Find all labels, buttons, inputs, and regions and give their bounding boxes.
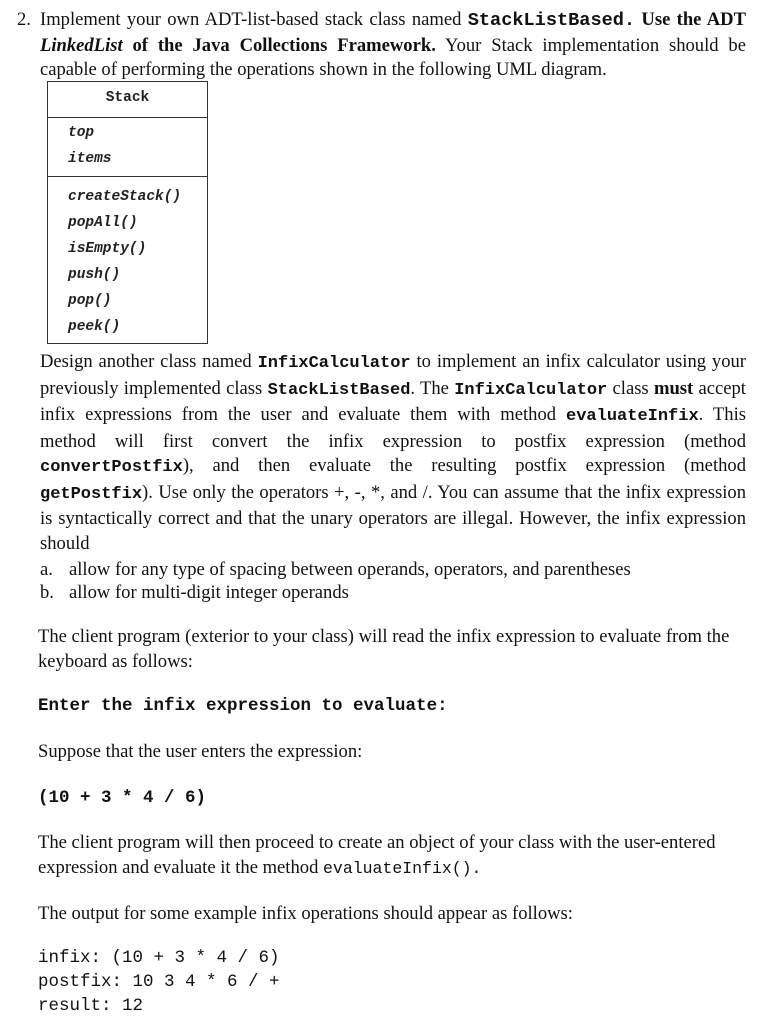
prompt-code: Enter the infix expression to evaluate: xyxy=(38,696,448,716)
uml-operation: push() xyxy=(68,267,121,283)
uml-operation: isEmpty() xyxy=(68,241,147,257)
design-text: ), and then evaluate the resulting postfix expression (method xyxy=(182,455,746,476)
method-convertpostfix: convertPostfix xyxy=(40,458,183,477)
intro-text-1: Implement your own ADT-list-based stack class named xyxy=(40,9,468,30)
question-number: 2. xyxy=(17,9,31,30)
list-marker: a. xyxy=(40,559,53,580)
uml-operation: pop() xyxy=(68,293,112,309)
design-text: . This method will first convert the infix expression to postfix expression (method xyxy=(40,404,746,452)
uml-attribute: top xyxy=(68,125,95,141)
question-intro xyxy=(40,8,746,83)
uml-attributes xyxy=(48,117,207,177)
intro-text-2: Use the ADT xyxy=(635,9,746,30)
create-text: The client program will then proceed to create an object of your class with the user-entered expression and evaluate it the method xyxy=(38,832,716,878)
design-text: . The xyxy=(410,377,455,399)
list-item-text: allow for any type of spacing between operands, operators, and parentheses xyxy=(69,559,631,580)
expression-code: (10 + 3 * 4 / 6) xyxy=(38,788,207,808)
design-text: accept infix expressions from the user and evaluate them with method xyxy=(40,377,746,425)
output-line-postfix: postfix: 10 3 4 * 6 / + xyxy=(38,972,280,992)
design-text: to implement an infix calculator using your previously implemented class xyxy=(40,351,746,399)
class-name-infixcalculator: InfixCalculator xyxy=(454,380,608,400)
uml-class-title: Stack xyxy=(48,82,207,118)
method-evaluateinfix-call: evaluateInfix(). xyxy=(323,858,482,878)
list-marker: b. xyxy=(40,582,54,603)
uml-operation: createStack() xyxy=(68,189,182,205)
design-text: class xyxy=(607,377,654,399)
class-name-stacklistbased: StackListBased xyxy=(267,380,411,400)
method-evaluateinfix: evaluateInfix xyxy=(566,407,699,426)
design-text: Design another class named xyxy=(40,351,258,372)
must-emphasis: must xyxy=(653,377,694,399)
create-paragraph xyxy=(38,831,746,881)
list-item xyxy=(40,581,349,606)
output-line-result: result: 12 xyxy=(38,996,144,1016)
uml-attribute: items xyxy=(68,151,112,167)
intro-text-4: Your Stack implementation should be capable of performing the operations shown in the following UML diagram. xyxy=(40,34,746,80)
linkedlist-term: LinkedList xyxy=(40,34,123,56)
uml-diagram-stack xyxy=(47,81,208,344)
list-item xyxy=(40,558,631,583)
uml-operation: popAll() xyxy=(68,215,138,231)
intro-text-3: of the Java Collections Framework. xyxy=(122,34,436,56)
design-text: ). Use only the operators +, -, *, and /. You can assume that the infix expression is syntactically correct and that the unary operators are illegal. However, the infix expression should xyxy=(40,481,746,554)
class-name-stacklistbased: StackListBased. xyxy=(467,10,636,31)
method-getpostfix: getPostfix xyxy=(40,484,143,504)
list-item-text: allow for multi-digit integer operands xyxy=(69,582,349,603)
class-name-infixcalculator: InfixCalculator xyxy=(257,354,411,373)
suppose-paragraph: Suppose that the user enters the expression: xyxy=(38,741,363,762)
output-paragraph: The output for some example infix operations should appear as follows: xyxy=(38,903,573,924)
uml-operation: peek() xyxy=(68,319,121,335)
design-paragraph xyxy=(40,350,746,556)
output-line-infix: infix: (10 + 3 * 4 / 6) xyxy=(38,948,280,968)
client-paragraph: The client program (exterior to your class) will read the infix expression to evaluate from the keyboard as follows: xyxy=(38,626,730,672)
